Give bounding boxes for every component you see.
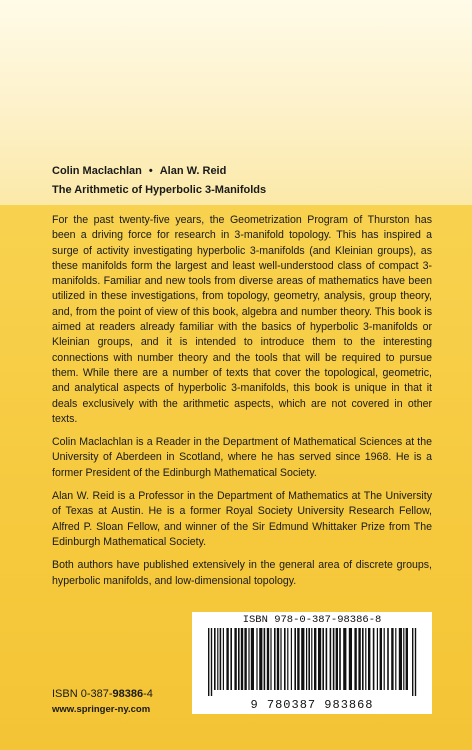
publisher-website: www.springer-ny.com xyxy=(52,704,151,715)
barcode-bar xyxy=(226,628,228,690)
barcode-bar xyxy=(314,628,316,690)
barcode-guard-bar xyxy=(208,628,209,696)
barcode-bar xyxy=(238,628,240,690)
barcode-bar xyxy=(284,628,286,690)
barcode-bar xyxy=(358,628,360,690)
barcode-bar xyxy=(384,628,385,690)
author-bio-paragraph: Alan W. Reid is a Professor in the Department of Mathematics at The University of Texas at Austin. He is a former Royal Society University Research Fellow, Alfred P. Sloan Fellow, and winner of the Sir Edmund Whittaker Prize from The Edinburgh Mathematical Society. xyxy=(52,490,432,548)
barcode-bar xyxy=(330,628,332,690)
barcode-bar xyxy=(391,628,393,690)
book-title: The Arithmetic of Hyperbolic 3-Manifolds xyxy=(52,184,267,196)
closing-paragraph: Both authors have published extensively in the general area of discrete groups, hyperbolic manifolds, and low-dimensional topology. xyxy=(52,559,432,587)
barcode-bars xyxy=(206,628,418,696)
cover-text xyxy=(52,213,432,597)
barcode-bar xyxy=(387,628,389,690)
author-name: Colin Maclachlan xyxy=(52,165,142,177)
barcode-bar xyxy=(399,628,402,690)
barcode-bar xyxy=(291,628,292,690)
barcode-isbn-label: ISBN 978-0-387-98386-8 xyxy=(242,614,382,626)
barcode-bar xyxy=(306,628,307,690)
barcode-box xyxy=(192,612,432,714)
barcode-bar xyxy=(377,628,378,690)
barcode-bar xyxy=(403,628,404,690)
barcode-bar xyxy=(368,628,370,690)
barcode-bar xyxy=(244,628,246,690)
barcode-bar xyxy=(241,628,243,690)
barcode-bar xyxy=(333,628,335,690)
barcode-bar xyxy=(256,628,257,690)
barcode-bar xyxy=(311,628,312,690)
description-paragraph: For the past twenty-five years, the Geometrization Program of Thurston has been a driving force for research in 3-manifold topology. This has inspired a surge of activity investigating hyperbolic 3-manifolds (and Kleinian groups), as these manifolds form the largest and least well-understood class of compact 3-manifolds. Familiar and new tools from diverse areas of mathematics have been utilized in these investigations, from topology, geometry, analysis, group theory, and, from the point of view of this book, algebra and number theory. This book is aimed at readers already familiar with the basics of hyperbolic 3-manifolds or Kleinian groups, and it is intended to introduce them to the interesting connections with number theory and the tools that will be required to pursue them. While there are a number of texts that cover the topological, geometric, and analytical aspects of hyperbolic 3-manifolds, this book is unique in that it deals exclusively with the arithmetic aspects, which are not covered in other texts. xyxy=(52,214,432,425)
barcode-bar xyxy=(362,628,364,690)
barcode-guard-bar xyxy=(211,628,212,696)
isbn-bold-part: 98386 xyxy=(112,688,144,700)
barcode-bar xyxy=(287,628,288,690)
barcode-guard-bar xyxy=(412,628,413,696)
barcode-bar xyxy=(234,628,236,690)
isbn-prefix: ISBN 0-387- xyxy=(52,688,113,700)
barcode-bar xyxy=(214,628,216,690)
barcode-bar xyxy=(220,628,222,690)
barcode-bar xyxy=(373,628,375,690)
author-bio-paragraph: Colin Maclachlan is a Reader in the Department of Mathematical Sciences at the University of Aberdeen in Scotland, where he has served since 1968. He is a former President of the Edinburgh Mathematical Society. xyxy=(52,436,432,479)
barcode-bar xyxy=(251,628,254,690)
barcode-bar xyxy=(322,628,324,690)
barcode-bar xyxy=(223,628,224,690)
barcode-bar xyxy=(264,628,266,690)
barcode-bar xyxy=(297,628,299,690)
barcode-bar xyxy=(308,628,310,690)
barcode-bar xyxy=(267,628,269,690)
barcode-bar xyxy=(380,628,382,690)
barcode-number: 9 780387 983868 xyxy=(250,698,374,712)
barcode-bar xyxy=(294,628,296,690)
barcode-bar xyxy=(270,628,271,690)
isbn-suffix: -4 xyxy=(143,688,153,700)
barcode-bar xyxy=(349,628,352,690)
barcode-bar xyxy=(395,628,396,690)
barcode-bar xyxy=(217,628,218,690)
barcode-bar xyxy=(248,628,249,690)
author-line xyxy=(52,165,226,177)
barcode-bar xyxy=(336,628,338,690)
barcode-bar xyxy=(259,628,262,690)
barcode-bar xyxy=(318,628,321,690)
barcode-bar xyxy=(280,628,281,690)
barcode-bar xyxy=(365,628,366,690)
author-separator: • xyxy=(148,165,153,177)
barcode-bar xyxy=(274,628,276,690)
barcode-bar xyxy=(406,628,408,690)
barcode-bar xyxy=(339,628,341,690)
barcode-bar xyxy=(343,628,346,690)
isbn-line xyxy=(52,688,153,700)
barcode-bar xyxy=(230,628,232,690)
barcode-bar xyxy=(277,628,279,690)
barcode-bar xyxy=(326,628,328,690)
barcode-guard-bar xyxy=(415,628,416,696)
author-name: Alan W. Reid xyxy=(159,165,227,177)
barcode-bar xyxy=(301,628,304,690)
barcode-bar xyxy=(354,628,356,690)
